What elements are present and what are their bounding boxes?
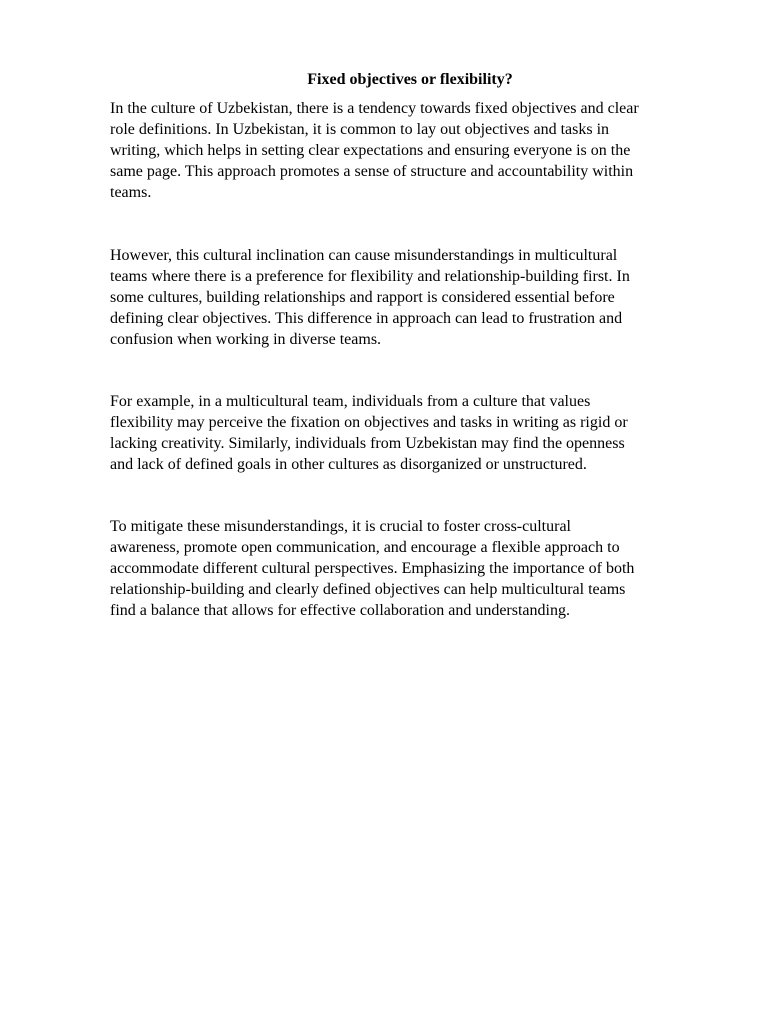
paragraph-3: For example, in a multicultural team, individuals from a culture that values flexibility may perceive the fixation on objectives and tasks in writing as rigid or lacking creativity. Similarly, individuals from Uzbekistan may find the openness and lack of defined goals in other cultures as disorganized or unstructured. <box>110 393 628 473</box>
document-title: Fixed objectives or flexibility? <box>307 71 513 88</box>
paragraph-1: In the culture of Uzbekistan, there is a tendency towards fixed objectives and clear role definitions. In Uzbekistan, it is common to lay out objectives and tasks in writing, which helps in setting clear expectations and ensuring everyone is on the same page. This approach promotes a sense of structure and accountability within teams. <box>110 100 639 201</box>
paragraph-4: To mitigate these misunderstandings, it is crucial to foster cross-cultural awareness, promote open communication, and encourage a flexible approach to accommodate different cultural perspectives. Emphasizing the importance of both relationship-building and clearly defined objectives can help multicultural teams find a balance that allows for effective collaboration and understanding. <box>110 518 635 619</box>
paragraph-2: However, this cultural inclination can cause misunderstandings in multicultural teams where there is a preference for flexibility and relationship-building first. In some cultures, building relationships and rapport is considered essential before defining clear objectives. This difference in approach can lead to frustration and confusion when working in diverse teams. <box>110 247 630 348</box>
